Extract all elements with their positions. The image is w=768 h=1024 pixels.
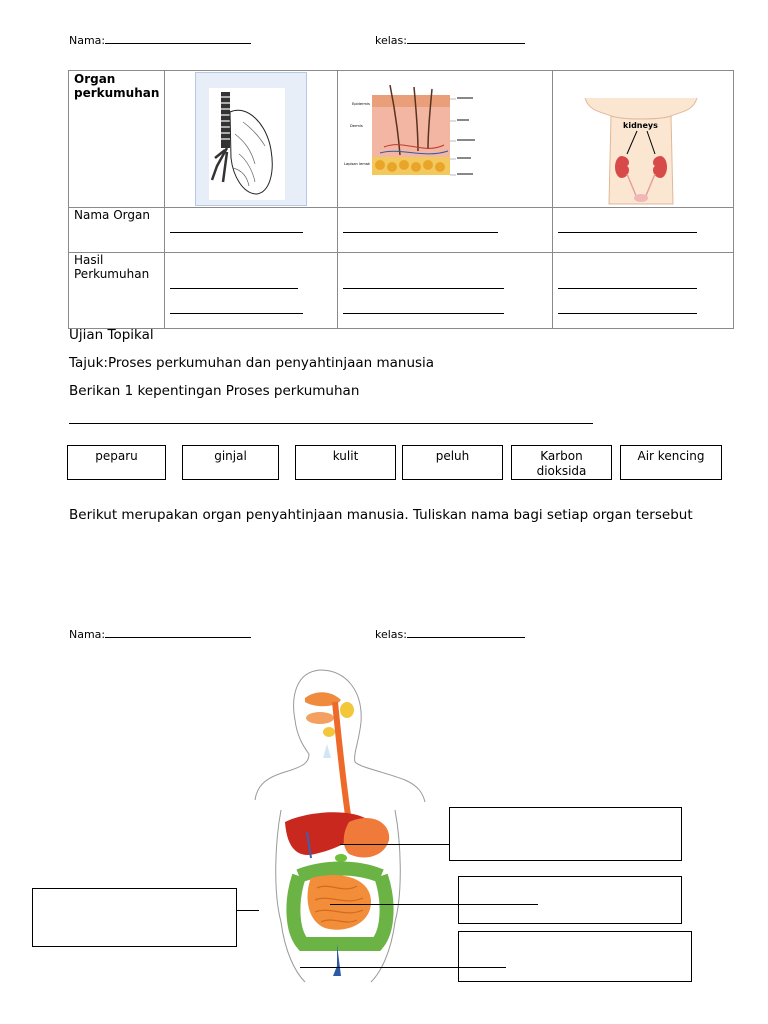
answer-cell[interactable]	[338, 253, 553, 329]
answer-cell[interactable]	[165, 208, 338, 253]
class-label: kelas:	[375, 34, 407, 47]
label-box-rectum[interactable]	[458, 931, 692, 982]
label-box-large-intestine[interactable]	[32, 888, 237, 947]
section-title: Ujian Topikal	[69, 327, 154, 343]
kidneys-illustration	[581, 98, 701, 206]
name-field[interactable]	[105, 637, 251, 638]
instruction-line: Berikut merupakan organ penyahtinjaan manusia. Tuliskan nama bagi setiap organ tersebut	[69, 507, 693, 523]
row-label-result	[69, 253, 165, 329]
label-box-small-intestine[interactable]	[458, 876, 682, 924]
word-box[interactable]	[511, 445, 612, 480]
word-text: ginjal	[214, 449, 247, 463]
row-label-name	[69, 208, 165, 253]
kidneys-cell	[553, 71, 734, 208]
organ-table	[68, 70, 734, 329]
skin-label-fat: Lapisan lemak	[344, 162, 371, 166]
word-box[interactable]	[402, 445, 503, 480]
word-box[interactable]	[67, 445, 166, 480]
class-header-top	[375, 34, 525, 47]
word-text: kulit	[332, 449, 359, 463]
question-line: Berikan 1 kepentingan Proses perkumuhan	[69, 383, 360, 399]
lungs-cell	[165, 71, 338, 208]
word-text: peparu	[95, 449, 138, 463]
lungs-illustration	[195, 72, 307, 206]
label-box-stomach[interactable]	[449, 807, 682, 861]
leader-line-small-intestine	[330, 904, 538, 905]
kidneys-caption: kidneys	[623, 121, 659, 130]
answer-cell[interactable]	[553, 208, 734, 253]
class-field[interactable]	[407, 43, 525, 44]
skin-label-epidermis: Epidermis	[352, 102, 371, 106]
answer-line[interactable]	[69, 423, 593, 424]
word-text: Air kencing	[637, 449, 705, 463]
name-label: Nama:	[69, 34, 106, 47]
name-label: Nama:	[69, 628, 106, 641]
word-box[interactable]	[182, 445, 279, 480]
class-label: kelas:	[375, 628, 407, 641]
header-bottom	[69, 628, 251, 641]
word-box[interactable]	[620, 445, 722, 480]
skin-cross-section	[344, 85, 484, 185]
row-label-text: Organ perkumuhan	[74, 72, 160, 100]
row-label-organ	[69, 71, 165, 208]
digestive-system-illustration	[245, 662, 435, 984]
leader-line-stomach	[340, 844, 449, 845]
answer-cell[interactable]	[165, 253, 338, 329]
header-top	[69, 34, 251, 47]
word-box[interactable]	[295, 445, 396, 480]
row-label-text: Nama Organ	[74, 208, 150, 222]
word-text: peluh	[435, 449, 470, 463]
word-text: Karbon dioksida	[536, 449, 587, 478]
leader-line-large-intestine	[237, 910, 259, 911]
class-header-bottom	[375, 628, 525, 641]
skin-cell	[338, 71, 553, 208]
class-field[interactable]	[407, 637, 525, 638]
name-field[interactable]	[105, 43, 251, 44]
row-label-text: Hasil Perkumuhan	[74, 253, 150, 281]
answer-cell[interactable]	[553, 253, 734, 329]
topic-line: Tajuk:Proses perkumuhan dan penyahtinjaan manusia	[69, 355, 435, 371]
leader-line-rectum	[300, 967, 506, 968]
skin-label-dermis: Dermis	[350, 124, 364, 128]
answer-cell[interactable]	[338, 208, 553, 253]
